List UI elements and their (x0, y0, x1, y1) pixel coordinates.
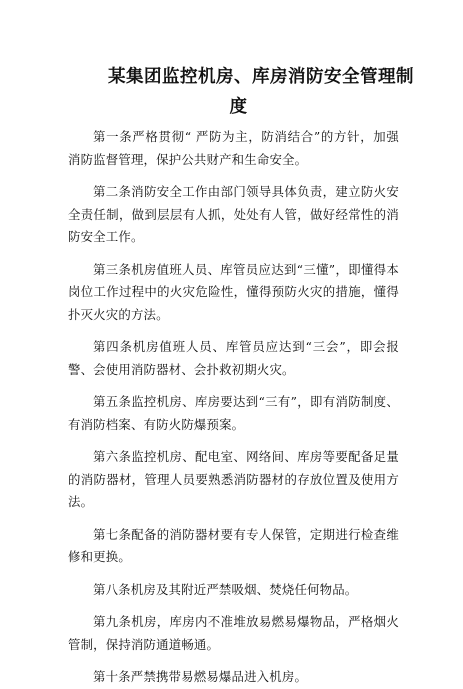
article-10: 第十条严禁携带易燃易爆品进入机房。 (93, 669, 308, 684)
article-8: 第八条机房及其附近严禁吸烟、焚烧任何物品。 (93, 581, 358, 597)
article-5: 第五条监控机房、库房要达到“三有”，即有消防制度、有消防档案、有防火防爆预案。 (68, 394, 399, 432)
document-title-line-2: 度 (229, 97, 248, 117)
article-6: 第六条监控机房、配电室、网络间、库房等要配备足量的消防器材，管理人员要熟悉消防器材的存放位置及使用方法。 (68, 449, 399, 509)
document-title (68, 62, 414, 122)
article-4: 第四条机房值班人员、库管员应达到“三会”，即会报警、会使用消防器材、会扑救初期火灾。 (68, 339, 399, 377)
article-2: 第二条消防安全工作由部门领导具体负责，建立防火安全责任制，做到层层有人抓，处处有人管，做好经常性的消防安全工作。 (68, 184, 399, 244)
article-7: 第七条配备的消防器材要有专人保管，定期进行检查维修和更换。 (68, 526, 399, 564)
document-title-line-1: 某集团监控机房、库房消防安全管理制 (108, 67, 414, 87)
article-3: 第三条机房值班人员、库管员应达到“三懂”，即懂得本岗位工作过程中的火灾危险性，懂得预防火灾的措施，懂得扑灭火灾的方法。 (68, 261, 399, 322)
article-9: 第九条机房，库房内不准堆放易燃易爆物品，严格烟火管制，保持消防通道畅通。 (68, 614, 399, 652)
article-1: 第一条严格贯彻“ 严防为主，防消结合”的方针，加强消防监督管理，保护公共财产和生命安全。 (68, 129, 399, 167)
